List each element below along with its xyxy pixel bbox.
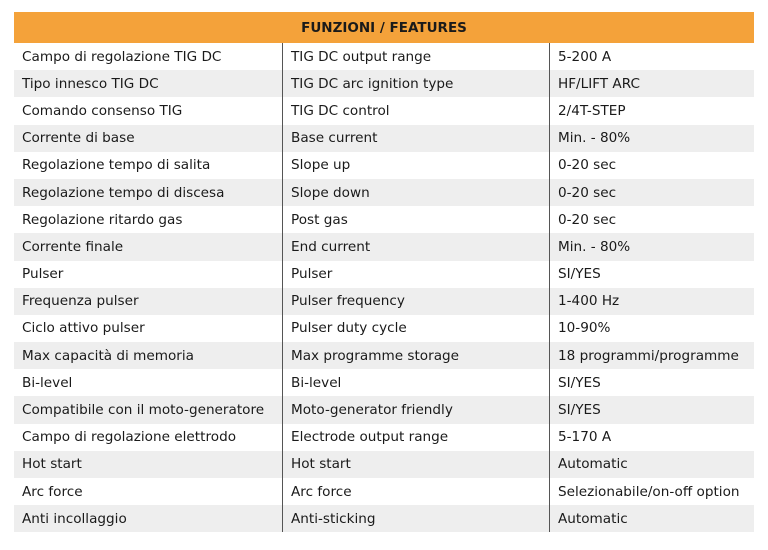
cell-italian-label: Campo di regolazione TIG DC xyxy=(14,43,283,70)
cell-value: 2/4T-STEP xyxy=(558,102,626,119)
table-row xyxy=(14,451,754,478)
cell-italian-label: Comando consenso TIG xyxy=(14,97,283,124)
cell-value: SI/YES xyxy=(558,374,601,391)
cell-italian-label: Regolazione tempo di discesa xyxy=(14,179,283,206)
table-row xyxy=(14,424,754,451)
cell-value: 0-20 sec xyxy=(558,211,617,228)
cell-value: 0-20 sec xyxy=(558,157,617,174)
cell-english-label: TIG DC arc ignition type xyxy=(283,70,550,97)
table-row xyxy=(14,97,754,124)
cell-italian-label: Compatibile con il moto-generatore xyxy=(14,396,283,423)
table-row xyxy=(14,505,754,532)
table-row xyxy=(14,125,754,152)
cell-italian-label: Frequenza pulser xyxy=(14,288,283,315)
table-row xyxy=(14,315,754,342)
table-row xyxy=(14,206,754,233)
cell-italian-label: Regolazione tempo di salita xyxy=(14,152,283,179)
cell-italian-label: Anti incollaggio xyxy=(14,505,283,532)
cell-italian-label: Tipo innesco TIG DC xyxy=(14,70,283,97)
cell-english-label: Max programme storage xyxy=(283,342,550,369)
cell-value: 0-20 sec xyxy=(558,184,617,201)
table-row xyxy=(14,70,754,97)
cell-italian-label: Arc force xyxy=(14,478,283,505)
table-row xyxy=(14,261,754,288)
table-row xyxy=(14,233,754,260)
cell-value: 5-200 A xyxy=(558,48,612,65)
cell-value: Selezionabile/on-off option xyxy=(558,483,740,500)
table-body xyxy=(14,43,754,532)
cell-english-label: Arc force xyxy=(283,478,550,505)
cell-value: 1-400 Hz xyxy=(558,293,620,310)
cell-value: 5-170 A xyxy=(558,429,612,446)
table-row xyxy=(14,179,754,206)
table-row xyxy=(14,369,754,396)
cell-english-label: Hot start xyxy=(283,451,550,478)
cell-english-label: TIG DC output range xyxy=(283,43,550,70)
cell-english-label: TIG DC control xyxy=(283,97,550,124)
cell-english-label: Bi-level xyxy=(283,369,550,396)
cell-english-label: Pulser xyxy=(283,261,550,288)
cell-value: SI/YES xyxy=(558,266,601,283)
cell-english-label: Anti-sticking xyxy=(283,505,550,532)
cell-value: 18 programmi/programme xyxy=(558,347,739,364)
cell-value: HF/LIFT ARC xyxy=(558,75,640,92)
table-row xyxy=(14,478,754,505)
table-header xyxy=(14,12,754,43)
cell-italian-label: Corrente finale xyxy=(14,233,283,260)
table-row xyxy=(14,342,754,369)
cell-english-label: Pulser duty cycle xyxy=(283,315,550,342)
table-row xyxy=(14,43,754,70)
cell-italian-label: Hot start xyxy=(14,451,283,478)
features-table xyxy=(14,12,754,532)
cell-english-label: Pulser frequency xyxy=(283,288,550,315)
cell-value: Min. - 80% xyxy=(558,130,631,147)
cell-italian-label: Pulser xyxy=(14,261,283,288)
cell-value: Automatic xyxy=(558,510,628,527)
table-header-title: FUNZIONI / FEATURES xyxy=(301,19,467,36)
cell-english-label: Slope down xyxy=(283,179,550,206)
cell-english-label: Electrode output range xyxy=(283,424,550,451)
table-row xyxy=(14,288,754,315)
cell-value: Min. - 80% xyxy=(558,238,631,255)
cell-italian-label: Corrente di base xyxy=(14,125,283,152)
table-row xyxy=(14,396,754,423)
cell-value: 10-90% xyxy=(558,320,611,337)
cell-value: Automatic xyxy=(558,456,628,473)
cell-italian-label: Max capacità di memoria xyxy=(14,342,283,369)
cell-english-label: Base current xyxy=(283,125,550,152)
cell-english-label: Moto-generator friendly xyxy=(283,396,550,423)
cell-italian-label: Ciclo attivo pulser xyxy=(14,315,283,342)
cell-english-label: Slope up xyxy=(283,152,550,179)
cell-italian-label: Bi-level xyxy=(14,369,283,396)
cell-english-label: End current xyxy=(283,233,550,260)
cell-value: SI/YES xyxy=(558,402,601,419)
table-row xyxy=(14,152,754,179)
cell-english-label: Post gas xyxy=(283,206,550,233)
cell-italian-label: Campo di regolazione elettrodo xyxy=(14,424,283,451)
cell-italian-label: Regolazione ritardo gas xyxy=(14,206,283,233)
